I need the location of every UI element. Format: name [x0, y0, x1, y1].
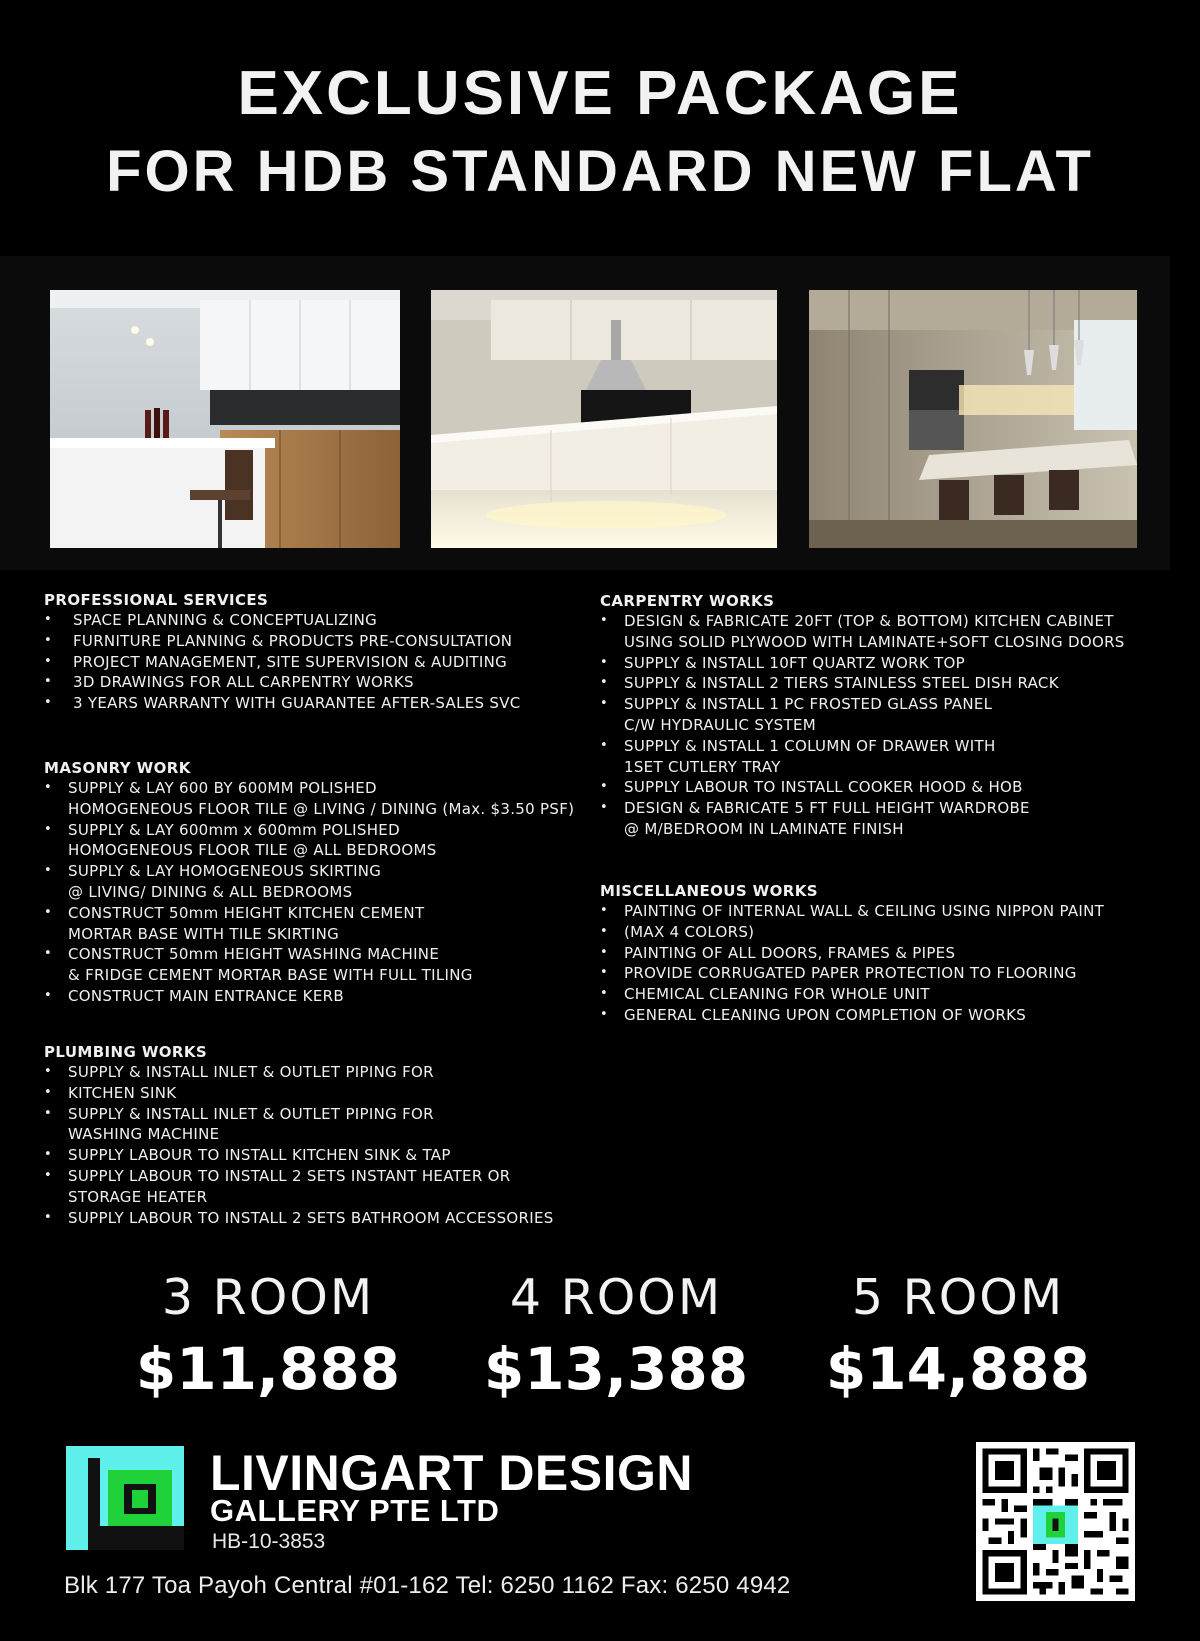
list-item: • CONSTRUCT MAIN ENTRANCE KERB: [44, 986, 574, 1007]
list-item: • CONSTRUCT 50mm HEIGHT KITCHEN CEMENT MORTAR BASE WITH TILE SKIRTING: [44, 903, 574, 945]
room-label: 3 ROOM: [161, 1269, 375, 1326]
plumbing-works-title: PLUMBING WORKS: [44, 1043, 208, 1061]
list-item: • SUPPLY & LAY 600mm x 600mm POLISHED HOMOGENEOUS FLOOR TILE @ ALL BEDROOMS: [44, 820, 574, 862]
list-item: • GENERAL CLEANING UPON COMPLETION OF WORKS: [600, 1005, 1104, 1026]
kitchen-photo-2: [431, 290, 777, 548]
list-item: • SUPPLY LABOUR TO INSTALL 2 SETS INSTANT HEATER OR STORAGE HEATER: [44, 1166, 554, 1208]
list-item: • SUPPLY LABOUR TO INSTALL KITCHEN SINK & TAP: [44, 1145, 554, 1166]
company-name: LIVINGART DESIGN: [210, 1445, 694, 1501]
professional-services-section: [44, 590, 521, 714]
list-item: • CONSTRUCT 50mm HEIGHT WASHING MACHINE & FRIDGE CEMENT MORTAR BASE WITH FULL TILING: [44, 944, 574, 986]
list-item: • PROVIDE CORRUGATED PAPER PROTECTION TO FLOORING: [600, 963, 1104, 984]
company-name-suffix: GALLERY PTE LTD: [210, 1493, 500, 1528]
list-item: • PROJECT MANAGEMENT, SITE SUPERVISION & AUDITING: [44, 652, 521, 673]
list-item: • SUPPLY & LAY HOMOGENEOUS SKIRTING @ LIVING/ DINING & ALL BEDROOMS: [44, 861, 574, 903]
list-item: • SUPPLY & INSTALL 1 COLUMN OF DRAWER WITH 1SET CUTLERY TRAY: [600, 736, 1125, 778]
list-item: • CHEMICAL CLEANING FOR WHOLE UNIT: [600, 984, 1104, 1005]
list-item: • SUPPLY & INSTALL 2 TIERS STAINLESS STEEL DISH RACK: [600, 673, 1125, 694]
room-label: 5 ROOM: [851, 1269, 1065, 1326]
plumbing-works-section: [44, 1042, 554, 1228]
price-5-room: [793, 1268, 1123, 1404]
list-item: • 3D DRAWINGS FOR ALL CARPENTRY WORKS: [44, 672, 521, 693]
company-address: Blk 177 Toa Payoh Central #01-162 Tel: 6250 1162 Fax: 6250 4942: [64, 1572, 791, 1599]
price-amount: $14,888: [825, 1335, 1091, 1403]
list-item: • 3 YEARS WARRANTY WITH GUARANTEE AFTER-SALES SVC: [44, 693, 521, 714]
list-item: • SPACE PLANNING & CONCEPTUALIZING: [44, 610, 521, 631]
list-item: • SUPPLY & INSTALL 1 PC FROSTED GLASS PANEL C/W HYDRAULIC SYSTEM: [600, 694, 1125, 736]
list-item: • SUPPLY & LAY 600 BY 600MM POLISHED HOMOGENEOUS FLOOR TILE @ LIVING / DINING (Max. $3.50 PSF): [44, 778, 574, 820]
qr-code-icon: [976, 1442, 1135, 1601]
list-item: • SUPPLY & INSTALL 10FT QUARTZ WORK TOP: [600, 653, 1125, 674]
professional-services-title: PROFESSIONAL SERVICES: [44, 591, 269, 609]
masonry-work-section: [44, 758, 574, 1007]
list-item: • SUPPLY & INSTALL INLET & OUTLET PIPING FOR WASHING MACHINE: [44, 1104, 554, 1146]
list-item: • PAINTING OF ALL DOORS, FRAMES & PIPES: [600, 943, 1104, 964]
miscellaneous-works-title: MISCELLANEOUS WORKS: [600, 882, 818, 900]
list-item: • SUPPLY & INSTALL INLET & OUTLET PIPING FOR: [44, 1062, 554, 1083]
list-item: • SUPPLY LABOUR TO INSTALL 2 SETS BATHROOM ACCESSORIES: [44, 1208, 554, 1229]
list-item: • FURNITURE PLANNING & PRODUCTS PRE-CONSULTATION: [44, 631, 521, 652]
room-label: 4 ROOM: [509, 1269, 723, 1326]
list-item: • KITCHEN SINK: [44, 1083, 554, 1104]
price-3-room: [103, 1268, 433, 1404]
list-item: • DESIGN & FABRICATE 20FT (TOP & BOTTOM) KITCHEN CABINET USING SOLID PLYWOOD WITH LAMINATE+SOFT CLOSING DOORS: [600, 611, 1125, 653]
kitchen-photo-3: [809, 290, 1137, 548]
headline-line-1: EXCLUSIVE PACKAGE: [237, 59, 963, 128]
list-item: • (MAX 4 COLORS): [600, 922, 1104, 943]
price-4-room: [451, 1268, 781, 1404]
masonry-work-title: MASONRY WORK: [44, 759, 191, 777]
price-amount: $11,888: [135, 1335, 401, 1403]
list-item: • DESIGN & FABRICATE 5 FT FULL HEIGHT WARDROBE @ M/BEDROOM IN LAMINATE FINISH: [600, 798, 1125, 840]
kitchen-photo-1: [50, 290, 400, 548]
list-item: • PAINTING OF INTERNAL WALL & CEILING USING NIPPON PAINT: [600, 901, 1104, 922]
miscellaneous-works-section: [600, 881, 1104, 1026]
price-amount: $13,388: [483, 1335, 749, 1403]
carpentry-works-section: [600, 591, 1125, 840]
headline-line-2: FOR HDB STANDARD NEW FLAT: [106, 139, 1094, 204]
carpentry-works-title: CARPENTRY WORKS: [600, 592, 775, 610]
company-logo-icon: [66, 1446, 184, 1550]
registration-number: HB-10-3853: [212, 1530, 326, 1553]
list-item: • SUPPLY LABOUR TO INSTALL COOKER HOOD & HOB: [600, 777, 1125, 798]
